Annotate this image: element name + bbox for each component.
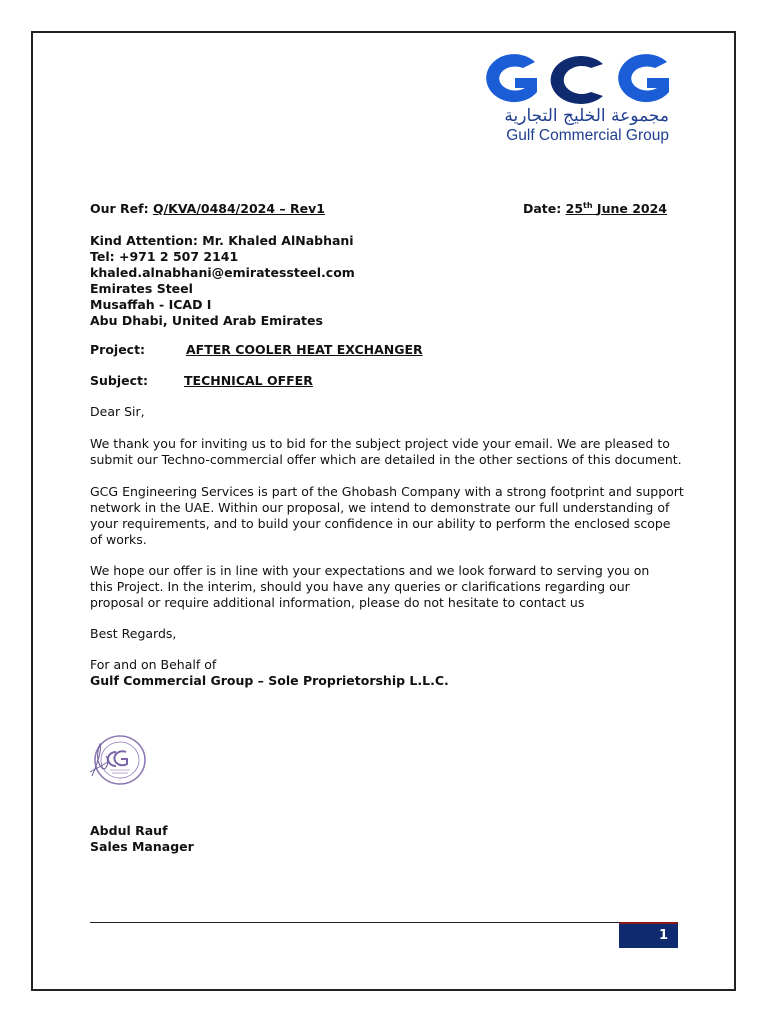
recipient-email: khaled.alnabhani@emiratessteel.com: [90, 265, 355, 280]
logo-letter-g-right: [618, 54, 669, 102]
salutation: Dear Sir,: [90, 404, 145, 419]
gcg-logo-mark: [475, 48, 675, 110]
paragraph-line: submit our Techno-commercial offer which are detailed in the other sections of this document.: [90, 452, 682, 467]
date-value: [566, 201, 667, 216]
date-rest: June 2024: [596, 201, 667, 216]
recipient-block: [90, 233, 355, 329]
gcg-logo: [475, 48, 675, 148]
behalf-line: For and on Behalf of: [90, 657, 217, 672]
ref-row: [90, 201, 325, 217]
signatory-block: [90, 823, 194, 855]
project-value: AFTER COOLER HEAT EXCHANGER: [186, 342, 423, 357]
paragraph-1: [90, 436, 682, 468]
page-number: 1: [619, 924, 678, 948]
recipient-tel: Tel: +971 2 507 2141: [90, 249, 239, 264]
signatory-name: Abdul Rauf: [90, 823, 168, 838]
ref-value: Q/KVA/0484/2024 – Rev1: [152, 201, 325, 216]
closing: Best Regards,: [90, 626, 177, 641]
paragraph-line: proposal or require additional information, please do not hesitate to contact us: [90, 595, 585, 610]
paragraph-line: We hope our offer is in line with your expectations and we look forward to serving you on: [90, 563, 650, 578]
logo-letter-c: [551, 56, 603, 104]
logo-english-name: Gulf Commercial Group: [506, 127, 669, 144]
subject-label: Subject:: [90, 373, 148, 388]
behalf-company: Gulf Commercial Group – Sole Proprietorship L.L.C.: [90, 673, 449, 688]
stamp-seal-icon: [86, 732, 148, 788]
date-label: Date:: [523, 201, 562, 216]
recipient-city: Abu Dhabi, United Arab Emirates: [90, 313, 323, 328]
company-stamp: [86, 732, 148, 788]
signatory-title: Sales Manager: [90, 839, 194, 854]
project-label: Project:: [90, 342, 146, 357]
paragraph-line: network in the UAE. Within our proposal, we intend to demonstrate our full understanding of: [90, 500, 670, 515]
recipient-area: Musaffah - ICAD I: [90, 297, 212, 312]
date-day: 25: [565, 201, 584, 216]
ref-label: Our Ref:: [90, 201, 149, 216]
logo-arabic-name: مجموعة الخليج التجارية: [504, 106, 669, 126]
recipient-company: Emirates Steel: [90, 281, 193, 296]
subject-value: TECHNICAL OFFER: [184, 373, 313, 388]
paragraph-line: of works.: [90, 532, 147, 547]
paragraph-line: this Project. In the interim, should you have any queries or clarifications regarding our: [90, 579, 630, 594]
paragraph-line: your requirements, and to build your confidence in our ability to perform the enclosed scope: [90, 516, 671, 531]
paragraph-line: GCG Engineering Services is part of the Ghobash Company with a strong footprint and support: [90, 484, 684, 499]
date-row: [523, 201, 667, 217]
recipient-attention: Kind Attention: Mr. Khaled AlNabhani: [90, 233, 354, 248]
footer-rule: [90, 922, 678, 923]
paragraph-2: [90, 484, 682, 548]
paragraph-line: We thank you for inviting us to bid for the subject project vide your email. We are pleased to: [90, 436, 670, 451]
logo-letter-g-left: [486, 54, 537, 102]
paragraph-3: [90, 563, 682, 611]
date-suffix: th: [583, 200, 593, 210]
